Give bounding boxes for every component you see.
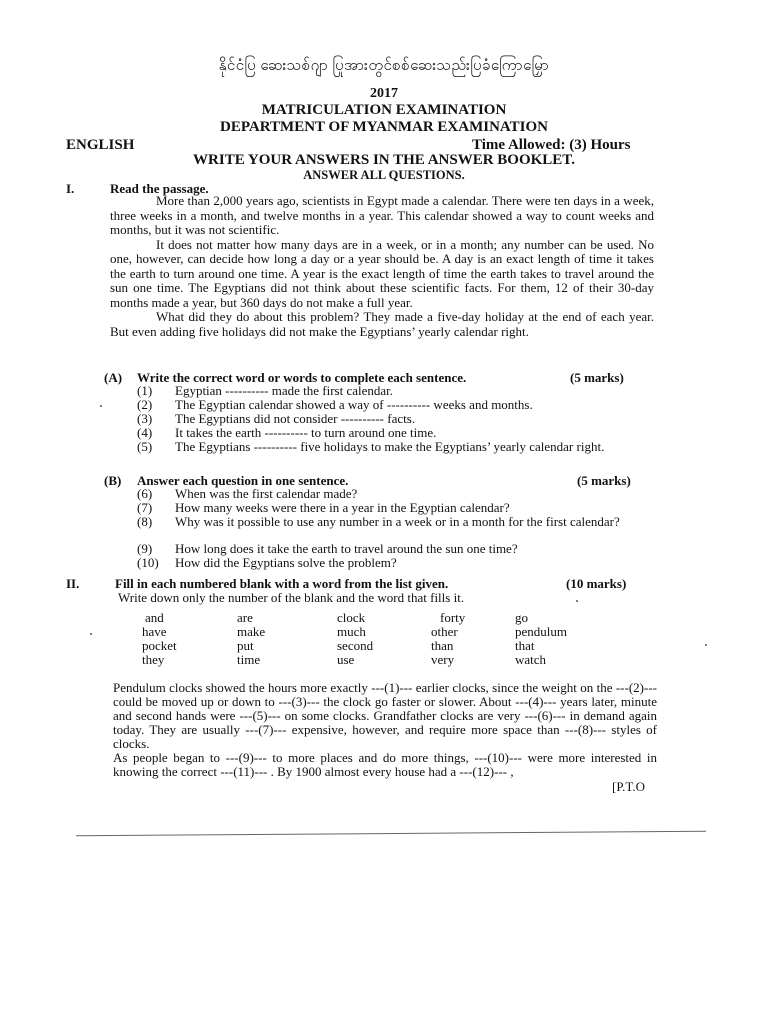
myanmar-title: နိုင်ငံပြ ဆေးသစ်ဂျာ ပြုအားတွင်စစ်ဆေးသည်းပြခံကြောမြှော	[218, 58, 550, 74]
word-option: much	[337, 624, 366, 639]
scan-speck	[100, 405, 102, 407]
answer-booklet-instruction: WRITE YOUR ANSWERS IN THE ANSWER BOOKLET.	[193, 152, 575, 168]
word-option: forty	[440, 610, 466, 625]
scan-speck	[576, 600, 578, 602]
time-allowed: Time Allowed: (3) Hours	[472, 137, 631, 153]
section-2-number: II.	[66, 576, 80, 591]
passage-paragraph: What did they do about this problem? They made a five-day holiday at the end of each year. But even adding five holidays did not make the Egyptians’ yearly calendar right.	[110, 309, 654, 339]
cloze-passage	[113, 681, 657, 779]
word-option: use	[337, 652, 355, 667]
question-number: (2)	[137, 397, 153, 412]
word-option: very	[431, 652, 455, 667]
question-text: How long does it take the earth to travel around the sun one time?	[175, 541, 518, 556]
subject-label: ENGLISH	[66, 137, 135, 153]
cloze-paragraph: Pendulum clocks showed the hours more exactly ---(1)--- earlier clocks, since the weight on the ---(2)--- could be moved up or down to ---(3)--- the clock go faster or slower. About ---(4)--- years later, minute and second hands were ---(5)--- on some clocks. Grandfather clocks are very ---(6)--- in demand again today. They are usually ---(7)--- expensive, however, and require more space than ---(8)--- styles of clocks.	[113, 680, 657, 751]
question-text: Why was it possible to use any number in a week or in a month for the first calendar?	[175, 514, 620, 529]
word-option: go	[515, 610, 528, 625]
word-option: clock	[337, 610, 366, 625]
question-number: (4)	[137, 425, 153, 440]
question-number: (8)	[137, 514, 153, 529]
section-2-sub-instruction: Write down only the number of the blank and the word that fills it.	[118, 590, 465, 605]
word-option: watch	[515, 652, 547, 667]
question-text: When was the first calendar made?	[175, 486, 358, 501]
question-text: Egyptian ---------- made the first calendar.	[175, 383, 394, 398]
question-number: (1)	[137, 383, 153, 398]
word-option: that	[515, 638, 535, 653]
scan-speck	[705, 644, 707, 646]
question-number: (10)	[137, 555, 159, 570]
question-text: How did the Egyptians solve the problem?	[175, 555, 397, 570]
department-title: DEPARTMENT OF MYANMAR EXAMINATION	[220, 119, 548, 135]
part-a-instruction: Write the correct word or words to complete each sentence.	[137, 370, 467, 385]
word-option: and	[145, 610, 164, 625]
part-b-label: (B)	[104, 473, 122, 488]
scan-divider-line	[76, 831, 706, 836]
question-text: How many weeks were there in a year in the Egyptian calendar?	[175, 500, 510, 515]
question-number: (7)	[137, 500, 153, 515]
word-option: they	[142, 652, 165, 667]
section-1-heading: Read the passage.	[110, 181, 209, 196]
word-option: other	[431, 624, 458, 639]
word-option: are	[237, 610, 253, 625]
word-option: time	[237, 652, 261, 667]
exam-year: 2017	[370, 86, 398, 101]
passage-paragraph: It does not matter how many days are in a week, or in a month; any number can be used. No one, however, can decide how long a day or a year should be. A day is an exact length of time it takes the earth to turn around one time. A year is the exact length of time the earth takes to travel around the sun one time. The Egyptians did not think about these scientific facts. For them, 12 of their 30-day months made a year, but 360 days do not make a full year.	[110, 236, 654, 310]
section-1-number: I.	[66, 181, 75, 196]
question-text: It takes the earth ---------- to turn around one time.	[175, 425, 437, 440]
question-number: (6)	[137, 486, 153, 501]
cloze-paragraph: As people began to ---(9)--- to more places and do more things, ---(10)--- were more interested in knowing the correct ---(11)--- . By 1900 almost every house had a ---(12)--- ,	[113, 750, 657, 779]
part-a-marks: (5 marks)	[570, 370, 624, 385]
word-option: put	[237, 638, 254, 653]
scan-speck	[90, 633, 92, 635]
part-b-instruction: Answer each question in one sentence.	[137, 473, 349, 488]
question-number: (5)	[137, 439, 153, 454]
question-number: (9)	[137, 541, 153, 556]
part-b-marks: (5 marks)	[577, 473, 631, 488]
section-2-marks: (10 marks)	[566, 576, 627, 591]
word-option: pendulum	[515, 624, 567, 639]
word-option: second	[337, 638, 374, 653]
answer-all-instruction: ANSWER ALL QUESTIONS.	[303, 168, 465, 182]
question-text: The Egyptian calendar showed a way of ---------- weeks and months.	[175, 397, 533, 412]
question-number: (3)	[137, 411, 153, 426]
word-option: make	[237, 624, 266, 639]
question-text: The Egyptians did not consider ---------- facts.	[175, 411, 416, 426]
exam-title: MATRICULATION EXAMINATION	[261, 102, 507, 118]
word-option: have	[142, 624, 167, 639]
passage-paragraph: More than 2,000 years ago, scientists in Egypt made a calendar. There were ten days in a week, three weeks in a month, and twelve months in a year. This calendar showed a way to count weeks and months, but it was not scientific.	[110, 193, 654, 237]
word-option: than	[431, 638, 454, 653]
part-a-label: (A)	[104, 370, 123, 385]
reading-passage	[110, 194, 654, 339]
section-2-instruction: Fill in each numbered blank with a word from the list given.	[115, 576, 449, 591]
word-option: pocket	[142, 638, 177, 653]
question-text: The Egyptians ---------- five holidays to make the Egyptians’ yearly calendar right.	[175, 439, 605, 454]
please-turn-over: [P.T.O	[612, 779, 645, 794]
